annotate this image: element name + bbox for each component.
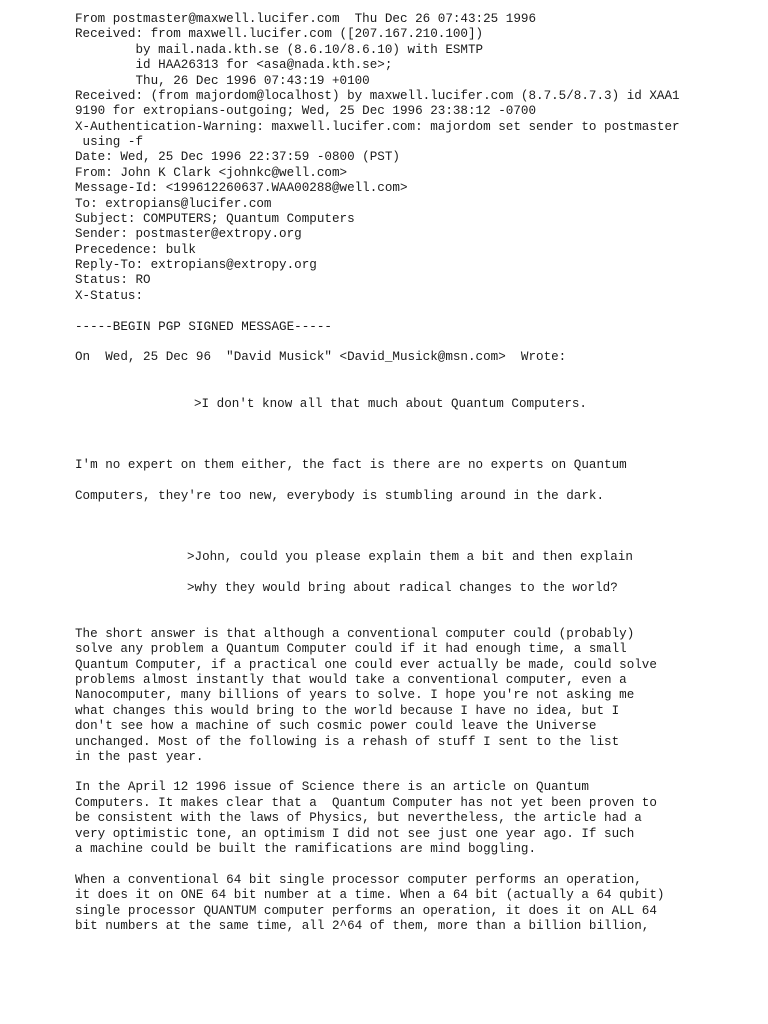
header-line-received-2: Received: (from majordom@localhost) by maxwell.lucifer.com (8.7.5/8.7.3) id XAA1 [75, 89, 680, 103]
body-line: bit numbers at the same time, all 2^64 of them, more than a billion billion, [75, 919, 650, 933]
header-line-auth-warning: X-Authentication-Warning: maxwell.lucifer.com: majordom set sender to postmaster [75, 120, 680, 134]
pgp-begin-marker: -----BEGIN PGP SIGNED MESSAGE----- [75, 320, 332, 334]
body-line: it does it on ONE 64 bit number at a time. When a 64 bit (actually a 64 qubit) [75, 888, 665, 902]
header-line-date: Date: Wed, 25 Dec 1996 22:37:59 -0800 (PST) [75, 150, 400, 164]
body-line: The short answer is that although a conventional computer could (probably) [75, 627, 635, 641]
header-line-received-1: Received: from maxwell.lucifer.com ([207.167.210.100]) [75, 27, 484, 41]
body-line: unchanged. Most of the following is a rehash of stuff I sent to the list [75, 735, 620, 749]
body-line: When a conventional 64 bit single processor computer performs an operation, [75, 873, 642, 887]
reply-line: Computers, they're too new, everybody is stumbling around in the dark. [75, 489, 605, 503]
body-line: In the April 12 1996 issue of Science there is an article on Quantum [75, 780, 589, 794]
header-line-sender: Sender: postmaster@extropy.org [75, 227, 302, 241]
header-line-to: To: extropians@lucifer.com [75, 197, 272, 211]
header-line-message-id: Message-Id: <199612260637.WAA00288@well.com> [75, 181, 408, 195]
header-line-from-name: From: John K Clark <johnkc@well.com> [75, 166, 348, 180]
reply-line: I'm no expert on them either, the fact is there are no experts on Quantum [75, 458, 627, 472]
header-line-status: Status: RO [75, 273, 151, 287]
body-line: Nanocomputer, many billions of years to solve. I hope you're not asking me [75, 688, 635, 702]
header-line-x-status: X-Status: [75, 289, 144, 303]
body-line: a machine could be built the ramifications are mind boggling. [75, 842, 537, 856]
header-line-reply-to: Reply-To: extropians@extropy.org [75, 258, 317, 272]
header-line-subject: Subject: COMPUTERS; Quantum Computers [75, 212, 355, 226]
body-line: Computers. It makes clear that a Quantum Computer has not yet been proven to [75, 796, 657, 810]
quoted-line: >John, could you please explain them a bit and then explain [187, 550, 633, 564]
body-line: problems almost instantly that would take a conventional computer, even a [75, 673, 627, 687]
body-line: very optimistic tone, an optimism I did not see just one year ago. If such [75, 827, 635, 841]
header-line-received-1-date: Thu, 26 Dec 1996 07:43:19 +0100 [75, 74, 370, 88]
body-line: single processor QUANTUM computer performs an operation, it does it on ALL 64 [75, 904, 657, 918]
body-line: don't see how a machine of such cosmic power could leave the Universe [75, 719, 597, 733]
header-line-received-2-cont: 9190 for extropians-outgoing; Wed, 25 Dec 1996 23:38:12 -0700 [75, 104, 537, 118]
header-line-precedence: Precedence: bulk [75, 243, 196, 257]
body-line: solve any problem a Quantum Computer could if it had enough time, a small [75, 642, 627, 656]
body-line: be consistent with the laws of Physics, but nevertheless, the article had a [75, 811, 642, 825]
header-line-received-1-id: id HAA26313 for <asa@nada.kth.se>; [75, 58, 393, 72]
quoted-line: >why they would bring about radical changes to the world? [187, 581, 618, 595]
header-line-auth-warning-cont: using -f [75, 135, 144, 149]
body-line: Quantum Computer, if a practical one could ever actually be made, could solve [75, 658, 657, 672]
header-line-from: From postmaster@maxwell.lucifer.com Thu Dec 26 07:43:25 1996 [75, 12, 537, 26]
header-line-received-1-by: by mail.nada.kth.se (8.6.10/8.6.10) with ESMTP [75, 43, 484, 57]
body-line: what changes this would bring to the world because I have no idea, but I [75, 704, 620, 718]
body-line: in the past year. [75, 750, 204, 764]
quoted-line: >I don't know all that much about Quantum Computers. [194, 397, 587, 411]
attribution-line: On Wed, 25 Dec 96 "David Musick" <David_Musick@msn.com> Wrote: [75, 350, 567, 364]
